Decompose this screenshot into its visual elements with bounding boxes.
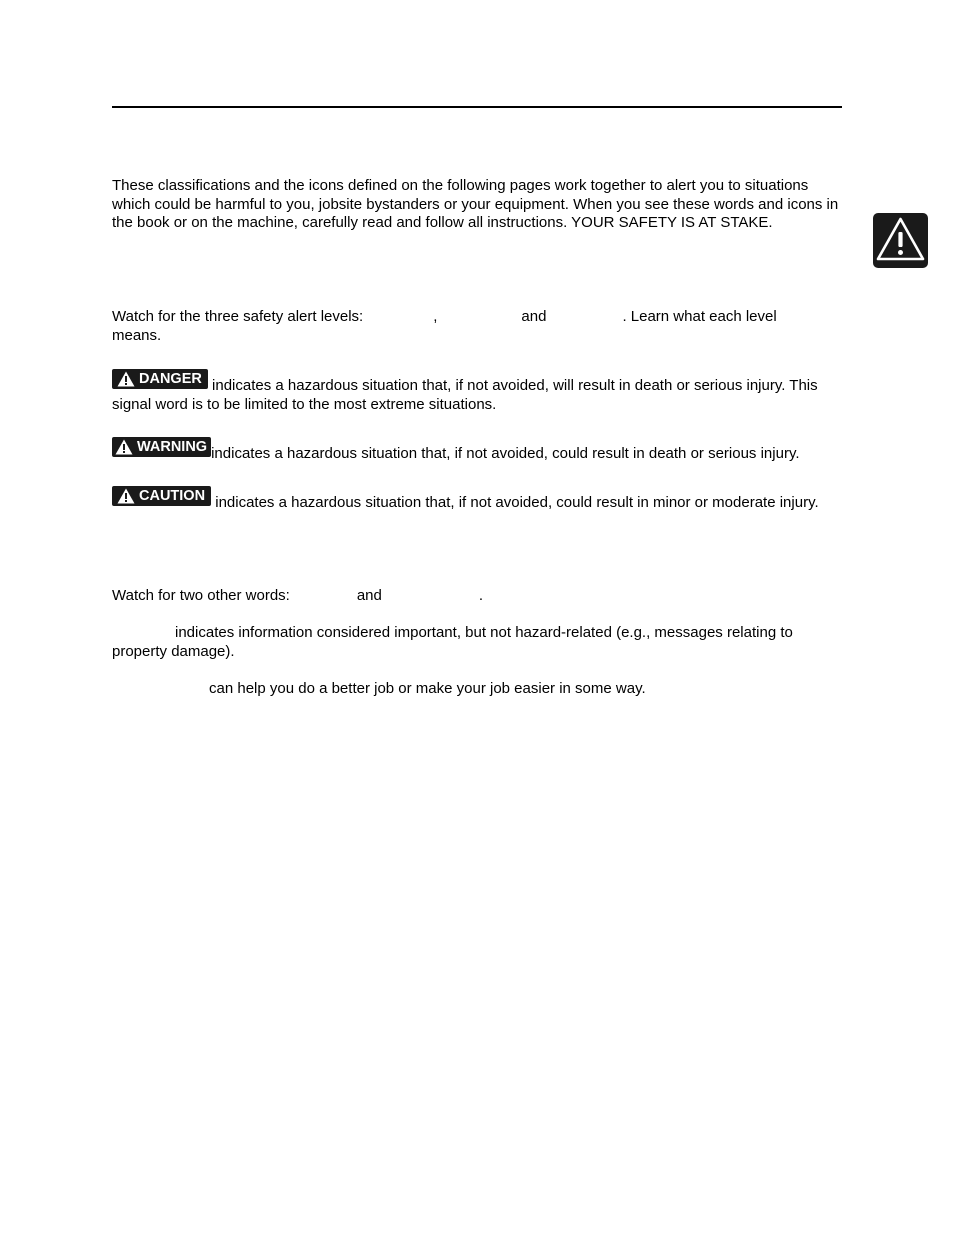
alert-levels-and: and <box>521 308 547 325</box>
notice-paragraph <box>112 624 840 661</box>
alert-triangle-icon <box>117 488 135 504</box>
danger-paragraph <box>112 369 840 414</box>
tip-paragraph <box>112 680 840 699</box>
alert-levels-tail2: means. <box>112 326 162 344</box>
caution-badge <box>112 486 211 506</box>
notice-text: indicates information considered important, but not hazard-related (e.g., messages relating to property damage). <box>112 624 793 660</box>
other-words-and: and <box>356 587 382 604</box>
header-rule <box>112 106 842 108</box>
other-words-paragraph <box>112 587 840 606</box>
tip-text: can help you do a better job or make your job easier in some way. <box>209 680 646 697</box>
caution-text: indicates a hazardous situation that, if not avoided, could result in minor or moderate injury. <box>215 494 819 511</box>
alert-levels-lead: Watch for the three safety alert levels: <box>112 308 364 325</box>
danger-badge-label: DANGER <box>139 370 202 387</box>
alert-levels-paragraph <box>112 308 840 345</box>
other-words-lead: Watch for two other words: <box>112 587 290 604</box>
intro-text: These classifications and the icons defined on the following pages work together to alert you to situations which could be harmful to you, jobsite bystanders or your equipment. When you see these words and icons in the book or on the machine, carefully read and follow all instructions. YOUR SAFETY IS AT STAKE. <box>112 177 839 231</box>
danger-text: indicates a hazardous situation that, if not avoided, will result in death or serious injury. This signal word is to be limited to the most extreme situations. <box>112 377 818 413</box>
warning-text: indicates a hazardous situation that, if not avoided, could result in death or serious injury. <box>211 445 800 462</box>
warning-badge-label: WARNING <box>137 438 208 455</box>
caution-paragraph <box>112 486 840 513</box>
danger-badge <box>112 369 208 389</box>
alert-triangle-icon <box>115 439 133 455</box>
alert-triangle-icon <box>117 371 135 387</box>
warning-paragraph <box>112 437 840 464</box>
other-words-period: . <box>478 587 484 604</box>
alert-levels-tail: . Learn what each level <box>622 308 777 325</box>
caution-badge-label: CAUTION <box>139 487 206 504</box>
intro-paragraph <box>112 177 840 233</box>
alert-levels-comma: , <box>433 308 438 325</box>
safety-alert-icon <box>872 212 929 269</box>
warning-badge <box>112 437 211 457</box>
